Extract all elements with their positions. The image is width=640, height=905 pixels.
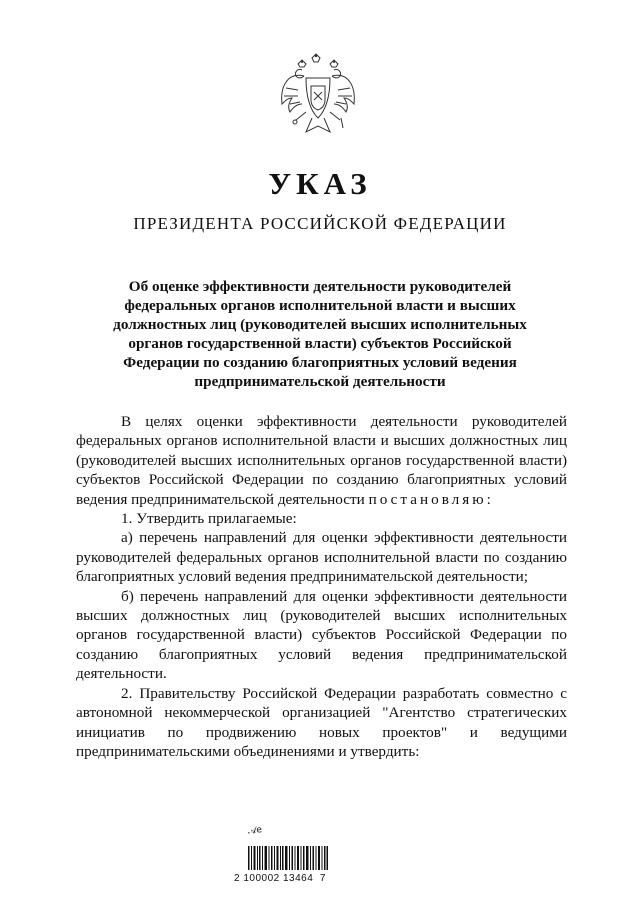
- item-2: 2. Правительству Российской Федерации разработать совместно с автономной некоммерческой организацией "Агентство стратегических инициатив по продвижению новых проектов" и ведущими предпринимательскими объединениями и утвердить:: [76, 684, 567, 760]
- barcode-number: 2 100002 13464 7: [234, 873, 326, 884]
- subject-line: должностных лиц (руководителей высших исполнительных: [113, 316, 527, 333]
- decree-subject: [60, 277, 580, 391]
- subject-line: федеральных органов исполнительной власти и высших: [124, 297, 516, 314]
- subject-line: Федерации по созданию благоприятных условий ведения: [123, 354, 517, 371]
- subject-line: Об оценке эффективности деятельности руководителей: [128, 278, 512, 295]
- decree-body: [76, 412, 567, 761]
- barcode-icon: [248, 846, 328, 870]
- decree-title: УКАЗ: [268, 166, 372, 201]
- preamble-decree-word: постановляю:: [368, 490, 494, 508]
- russian-coat-of-arms-icon: [276, 52, 360, 142]
- handwritten-mark: 𝒜e: [247, 825, 263, 837]
- preamble-paragraph: [76, 412, 567, 509]
- decree-subtitle: ПРЕЗИДЕНТА РОССИЙСКОЙ ФЕДЕРАЦИИ: [133, 214, 507, 233]
- subject-line: предпринимательской деятельности: [194, 373, 446, 390]
- item-1: 1. Утвердить прилагаемые:: [121, 510, 297, 528]
- preamble-text: В целях оценки эффективности деятельности руководителей федеральных органов исполнительной власти и высших должностных лиц (руководителей высших исполнительных органов государственной власти) субъектов Российской Федерации по созданию благоприятных условий ведения предпринимательской деятельности: [76, 413, 567, 508]
- item-1a: а) перечень направлений для оценки эффективности деятельности руководителей федеральных органов исполнительной власти по созданию благоприятных условий ведения предпринимательской деятельности;: [76, 529, 567, 586]
- subject-line: органов государственной власти) субъектов Российской: [128, 335, 512, 352]
- item-1b: б) перечень направлений для оценки эффективности деятельности высших должностных лиц (руководителей высших исполнительных органов государственной власти) субъектов Российской Федерации по созданию благоприятных условий ведения предпринимательской деятельности.: [76, 587, 567, 683]
